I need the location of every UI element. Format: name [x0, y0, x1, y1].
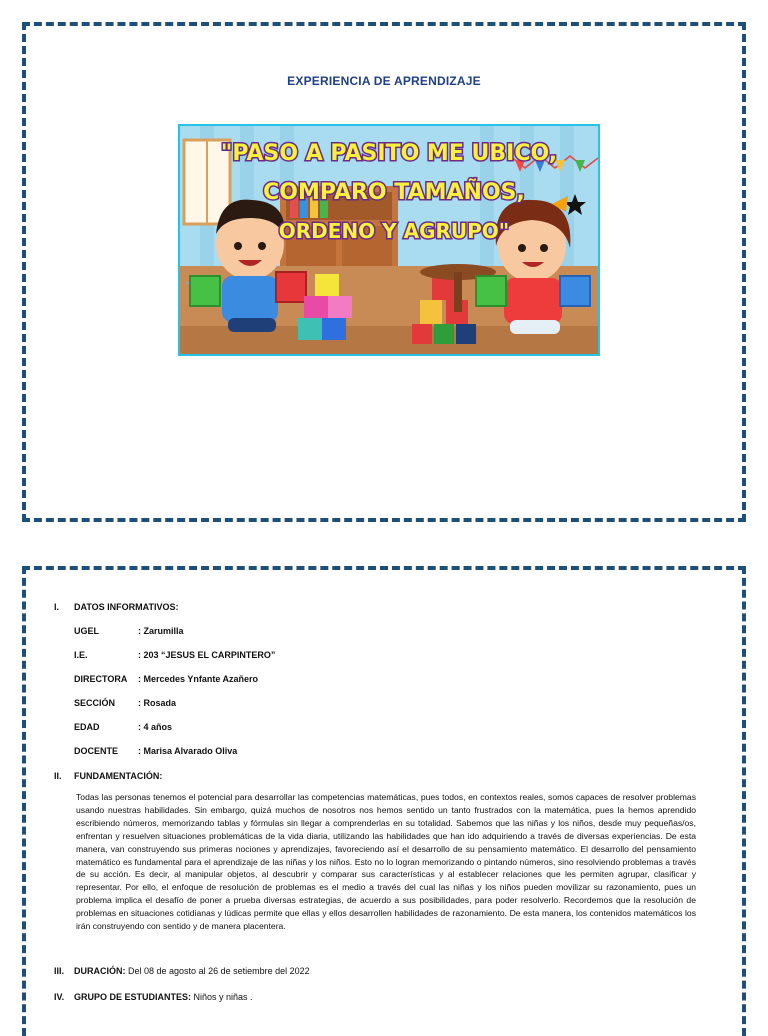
datos-row-docente [74, 746, 237, 756]
datos-row-seccion [74, 698, 176, 708]
cover-banner [178, 124, 600, 356]
datos-value: : 4 años [138, 722, 173, 732]
section-fundamentacion-heading [54, 771, 162, 781]
datos-row-ugel [74, 626, 184, 636]
cover-title: EXPERIENCIA DE APRENDIZAJE [287, 74, 481, 88]
datos-label: DOCENTE [74, 746, 119, 756]
section-number: II. [54, 771, 62, 781]
section-grupo [54, 992, 253, 1002]
section-label: GRUPO DE ESTUDIANTES: [74, 992, 192, 1002]
datos-value: : Mercedes Ynfante Azañero [138, 674, 259, 684]
info-page-frame [22, 566, 746, 1036]
datos-value: : Marisa Alvarado Oliva [138, 746, 238, 756]
fundamentacion-paragraph: Todas las personas tenemos el potencial para desarrollar las competencias matemáticas, pues todos, en contextos reales, somos capaces de resolver problemas usando nuestras habilidades. Sin embargo, quizá muchos de nosotros nos hemos sentido un tanto frustrados con la matemática, pues la hemos aprendido escribiendo números, memorizando tablas y fórmulas sin llegar a comprenderlas en su totalidad. Sabemos que las niñas y los niños, desde muy pequeñas/os, enfrentan y resuelven situaciones problemáticas de la vida diaria, utilizando las habilidades que han ido adquiriendo a través de diversas experiencias. De esta manera, van construyendo sus primeras nociones y aprendizajes, favoreciendo así el desarrollo de su pensamiento matemático. El desarrollo del pensamiento matemático es fundamental para el aprendizaje de las niñas y los niños. Esto no lo logran memorizando o pintando números, sino resolviendo problemas a través de su acción. Es decir, al manipular objetos, al descubrir y comparar sus características y al establecer relaciones que les permiten agrupar, clasificar y representar. Por ello, el enfoque de resolución de problemas es el medio a través del cual las niñas y los niños pueden movilizar su razonamiento, pues un problema implica el desafío de poner a prueba diversas estrategias, de acuerdo a sus posibilidades, para poder resolverlo. Recordemos que la resolución de problemas en situaciones cotidianas y lúdicas permite que ellas y ellos desarrollen habilidades de razonamiento. De esta manera, los contenidos matemáticos los irán construyendo con sentido y de manera placentera. [76, 792, 696, 932]
banner-line-1: "PASO A PASITO ME UBICO, [220, 141, 558, 166]
section-datos-heading [54, 602, 179, 612]
cover-page-frame [22, 22, 746, 522]
section-number: III. [54, 966, 65, 976]
datos-label: SECCIÓN [74, 698, 116, 708]
datos-value: : Rosada [138, 698, 177, 708]
datos-label: I.E. [74, 650, 88, 660]
duracion-value: Del 08 de agosto al 26 de setiembre del 2022 [128, 966, 310, 976]
banner-illustration [180, 126, 598, 354]
section-label: DURACIÓN: [74, 966, 126, 976]
banner-line-3: ORDENO Y AGRUPO" [278, 219, 510, 243]
section-number: I. [54, 602, 60, 612]
grupo-value: Niños y niñas . [193, 992, 253, 1002]
section-label: DATOS INFORMATIVOS: [74, 602, 179, 612]
datos-row-edad [74, 722, 172, 732]
datos-row-ie [74, 650, 275, 660]
datos-row-directora [74, 674, 258, 684]
datos-value: : Zarumilla [138, 626, 184, 636]
datos-value: : 203 “JESUS EL CARPINTERO” [138, 650, 276, 660]
section-duracion [54, 966, 310, 976]
section-label: FUNDAMENTACIÓN: [74, 771, 163, 781]
banner-line-2: COMPARO TAMAÑOS, [263, 180, 525, 205]
section-number: IV. [54, 992, 65, 1002]
datos-label: DIRECTORA [74, 674, 128, 684]
datos-label: EDAD [74, 722, 100, 732]
datos-label: UGEL [74, 626, 100, 636]
